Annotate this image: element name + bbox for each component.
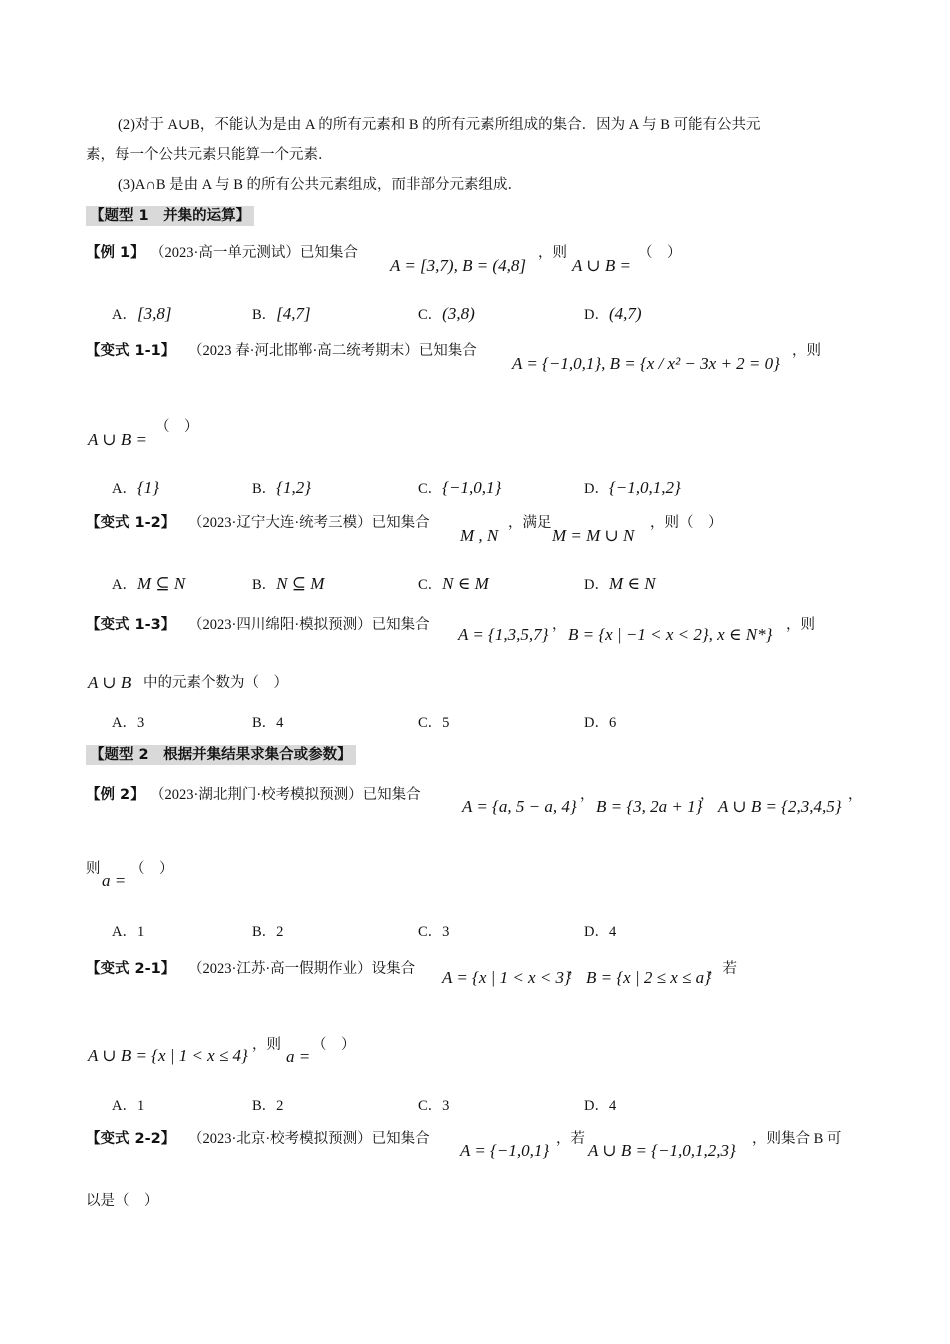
v22-math-a: A = {−1,0,1} (460, 1141, 550, 1160)
v12-math-mn: M , N (460, 526, 499, 545)
ex1-option-d[interactable]: D．(4,7) (584, 304, 642, 323)
v21-option-a[interactable]: A．1 (112, 1098, 145, 1114)
v21-option-b[interactable]: B．2 (252, 1098, 284, 1114)
v21-option-d[interactable]: D．4 (584, 1098, 617, 1114)
v12-label: 【变式 1-2】 (86, 515, 176, 531)
ex2-math-a: A = {a, 5 − a, 4} (462, 797, 577, 816)
ex2-option-c[interactable]: C．3 (418, 924, 450, 940)
v21-comma1: ， (568, 961, 583, 977)
v12-option-a-value: M ⊆ N (136, 574, 186, 593)
ex1-option-d-value: (4,7) (608, 304, 642, 323)
section-heading-type2: 【题型 2 根据并集结果求集合或参数】 (86, 745, 356, 765)
ex2-math-a-eq: a = (102, 871, 127, 890)
ex1-mid: ，则 (538, 245, 567, 261)
v21-label: 【变式 2-1】 (86, 961, 176, 977)
note-3: (3)A∩B 是由 A 与 B 的所有公共元素组成，而非部分元素组成． (118, 177, 522, 193)
ex1-math-sets: A = [3,7), B = (4,8] (390, 256, 526, 275)
v21-math-a-eq: a = (286, 1047, 311, 1066)
ex1-option-a[interactable]: A．[3,8] (112, 304, 172, 323)
ex1-label: 【例 1】 (86, 245, 145, 261)
ex2-comma1: ， (580, 787, 595, 803)
ex2-comma2: ， (700, 787, 715, 803)
v21-option-c[interactable]: C．3 (418, 1098, 450, 1114)
v21-source: （2023·江苏·高一假期作业）设集合 (188, 961, 416, 977)
ex1-option-b-value: [4,7] (276, 304, 311, 323)
v21-paren: （ ） (312, 1037, 356, 1053)
ex1-option-c-value: (3,8) (442, 304, 475, 323)
v11-option-c-value: {−1,0,1} (442, 478, 502, 497)
ex1-option-a-value: [3,8] (136, 304, 172, 323)
v21-math-union: A ∪ B = {x | 1 < x ≤ 4} (88, 1046, 248, 1065)
ex2-option-b[interactable]: B．2 (252, 924, 284, 940)
ex1-option-b[interactable]: B．[4,7] (252, 304, 311, 323)
v12-option-c-value: N ∈ M (442, 574, 489, 593)
v21-math-a: A = {x | 1 < x < 3} (442, 968, 571, 987)
v12-after: ，则（ ） (650, 515, 723, 531)
v11-source: （2023 春·河北邯郸·高二统考期末）已知集合 (188, 343, 477, 359)
v21-mid: ，则 (252, 1037, 281, 1053)
v11-option-a[interactable]: A．{1} (112, 478, 160, 497)
v13-comma: ， (552, 617, 567, 633)
ex2-math-union: A ∪ B = {2,3,4,5} (718, 797, 842, 816)
v11-math-union: A ∪ B = (88, 430, 147, 449)
ex1-source: （2023·高一单元测试）已知集合 (150, 245, 358, 261)
v22-line2: 以是（ ） (86, 1193, 159, 1209)
v13-source: （2023·四川绵阳·模拟预测）已知集合 (188, 617, 430, 633)
v13-option-d[interactable]: D．6 (584, 715, 617, 731)
v12-option-b-value: N ⊆ M (276, 574, 325, 593)
ex2-math-b: B = {3, 2a + 1} (596, 797, 703, 816)
v13-option-c[interactable]: C．5 (418, 715, 450, 731)
v11-option-a-value: {1} (136, 478, 160, 497)
v13-after: ，则 (786, 617, 815, 633)
v12-source: （2023·辽宁大连·统考三模）已知集合 (188, 515, 430, 531)
v13-math-union: A ∪ B (88, 673, 132, 692)
v13-tail: 中的元素个数为（ ） (143, 675, 288, 691)
v11-option-b[interactable]: B．{1,2} (252, 478, 312, 497)
note-2-line1: (2)对于 A∪B，不能认为是由 A 的所有元素和 B 的所有元素所组成的集合．因为 A 与 B 可能有公共元 (118, 117, 761, 133)
v13-label: 【变式 1-3】 (86, 617, 176, 633)
ex2-comma3: ， (848, 787, 863, 803)
v11-option-c[interactable]: C．{−1,0,1} (418, 478, 502, 497)
v11-option-d-value: {−1,0,1,2} (608, 478, 681, 497)
v21-after: ，若 (708, 961, 737, 977)
ex1-math-union: A ∪ B = (572, 256, 631, 275)
v11-option-b-value: {1,2} (276, 478, 312, 497)
v11-option-d[interactable]: D．{−1,0,1,2} (584, 478, 681, 497)
v13-math-a: A = {1,3,5,7} (458, 625, 549, 644)
v22-source: （2023·北京·校考模拟预测）已知集合 (188, 1131, 430, 1147)
v12-math-union: M = M ∪ N (552, 526, 635, 545)
ex2-ze: 则 (86, 861, 101, 877)
ex2-source: （2023·湖北荆门·校考模拟预测）已知集合 (150, 787, 421, 803)
v13-option-b[interactable]: B．4 (252, 715, 284, 731)
v22-mid: ，若 (556, 1131, 585, 1147)
v11-label: 【变式 1-1】 (86, 343, 176, 359)
v11-after: ，则 (792, 343, 821, 359)
v12-option-c[interactable]: C．N ∈ M (418, 574, 489, 593)
v12-option-d[interactable]: D．M ∈ N (584, 574, 656, 593)
ex2-option-d[interactable]: D．4 (584, 924, 617, 940)
v12-option-b[interactable]: B．N ⊆ M (252, 574, 325, 593)
v12-mid: ，满足 (508, 515, 552, 531)
v13-math-b: B = {x | −1 < x < 2}, x ∈ N*} (568, 625, 773, 644)
ex2-paren: （ ） (130, 861, 174, 877)
note-2-line2: 素，每一个公共元素只能算一个元素． (86, 147, 333, 163)
v12-option-d-value: M ∈ N (608, 574, 656, 593)
v11-math-sets: A = {−1,0,1}, B = {x / x² − 3x + 2 = 0} (512, 354, 780, 373)
v22-after: ，则集合 B 可 (752, 1131, 842, 1147)
v22-label: 【变式 2-2】 (86, 1131, 176, 1147)
v13-option-a[interactable]: A．3 (112, 715, 145, 731)
ex2-label: 【例 2】 (86, 787, 145, 803)
v21-math-b: B = {x | 2 ≤ x ≤ a} (586, 968, 711, 987)
v12-option-a[interactable]: A．M ⊆ N (112, 574, 186, 593)
ex1-option-c[interactable]: C．(3,8) (418, 304, 475, 323)
v22-math-union: A ∪ B = {−1,0,1,2,3} (588, 1141, 736, 1160)
section-heading-type1: 【题型 1 并集的运算】 (86, 206, 254, 226)
v11-paren: （ ） (155, 419, 199, 435)
ex1-paren: （ ） (638, 245, 682, 261)
ex2-option-a[interactable]: A．1 (112, 924, 145, 940)
